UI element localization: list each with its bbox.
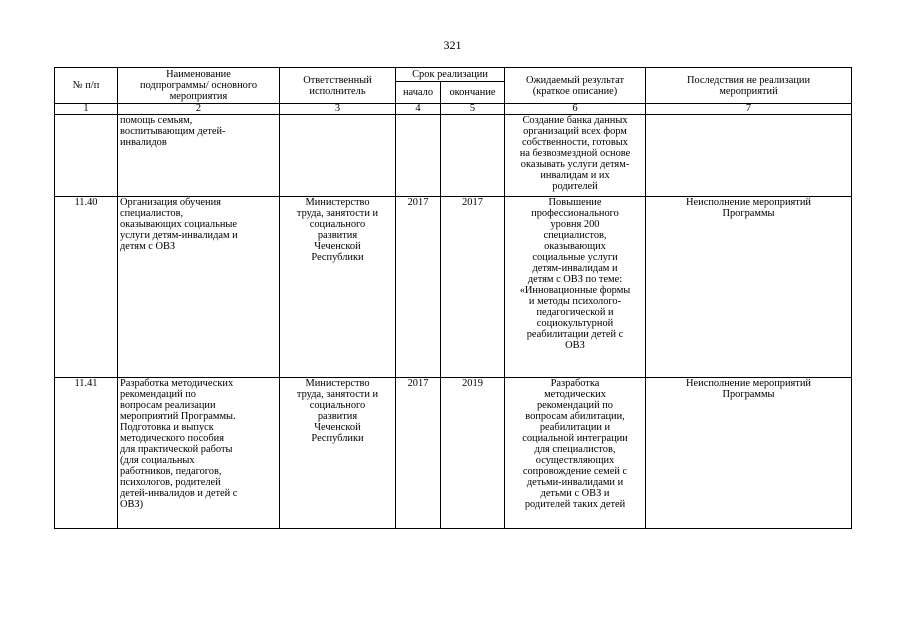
header-row xyxy=(55,68,852,82)
column-number-row xyxy=(55,104,852,115)
row-consequences xyxy=(646,115,852,197)
column-number: 1 xyxy=(55,104,118,115)
header-term: Срок реализации xyxy=(396,68,505,82)
column-number: 4 xyxy=(396,104,441,115)
row-num xyxy=(55,115,118,197)
table-row xyxy=(55,115,852,197)
row-end: 2017 xyxy=(441,197,505,378)
row-name: помощь семьям, воспитывающим детей- инвалидов xyxy=(118,115,280,197)
header-num: № п/п xyxy=(55,68,118,104)
row-end xyxy=(441,115,505,197)
column-number: 5 xyxy=(441,104,505,115)
row-consequences: Неисполнение мероприятий Программы xyxy=(646,197,852,378)
row-result: Разработка методических рекомендаций по вопросам абилитации, реабилитации и социальной интеграции для специалистов, осуществляющих сопровождение семей с детьми-инвалидами и детьми с ОВЗ и родителей таких детей xyxy=(505,378,646,529)
column-number: 3 xyxy=(280,104,396,115)
column-number: 6 xyxy=(505,104,646,115)
row-num: 11.41 xyxy=(55,378,118,529)
program-table xyxy=(54,67,852,529)
page-number: 321 xyxy=(443,38,462,52)
row-result: Повышение профессионального уровня 200 специалистов, оказывающих социальные услуги детям-инвалидам и детям с ОВЗ по теме: «Инновационные формы и методы психолого- педагогической и социокультурной реабилитации детей с ОВЗ xyxy=(505,197,646,378)
header-consequences: Последствия не реализации мероприятий xyxy=(646,68,852,104)
row-responsible: Министерство труда, занятости и социального развития Чеченской Республики xyxy=(280,197,396,378)
column-number: 2 xyxy=(118,104,280,115)
row-consequences: Неисполнение мероприятий Программы xyxy=(646,378,852,529)
row-start: 2017 xyxy=(396,197,441,378)
row-name: Разработка методических рекомендаций по вопросам реализации мероприятий Программы. Подготовка и выпуск методического пособия для практической работы (для социальных работников, педагогов, психологов, родителей детей-инвалидов и детей с ОВЗ) xyxy=(118,378,280,529)
row-start xyxy=(396,115,441,197)
row-responsible xyxy=(280,115,396,197)
row-num: 11.40 xyxy=(55,197,118,378)
header-end: окончание xyxy=(441,82,505,104)
header-result: Ожидаемый результат (краткое описание) xyxy=(505,68,646,104)
row-name: Организация обучения специалистов, оказывающих социальные услуги детям-инвалидам и детям с ОВЗ xyxy=(118,197,280,378)
row-responsible: Министерство труда, занятости и социального развития Чеченской Республики xyxy=(280,378,396,529)
column-number: 7 xyxy=(646,104,852,115)
table-row xyxy=(55,197,852,378)
table-row xyxy=(55,378,852,529)
row-result: Создание банка данных организаций всех форм собственности, готовых на безвозмездной основе оказывать услуги детям- инвалидам и их родителей xyxy=(505,115,646,197)
row-end: 2019 xyxy=(441,378,505,529)
row-start: 2017 xyxy=(396,378,441,529)
header-start: начало xyxy=(396,82,441,104)
header-name: Наименование подпрограммы/ основного мероприятия xyxy=(118,68,280,104)
header-responsible: Ответственный исполнитель xyxy=(280,68,396,104)
